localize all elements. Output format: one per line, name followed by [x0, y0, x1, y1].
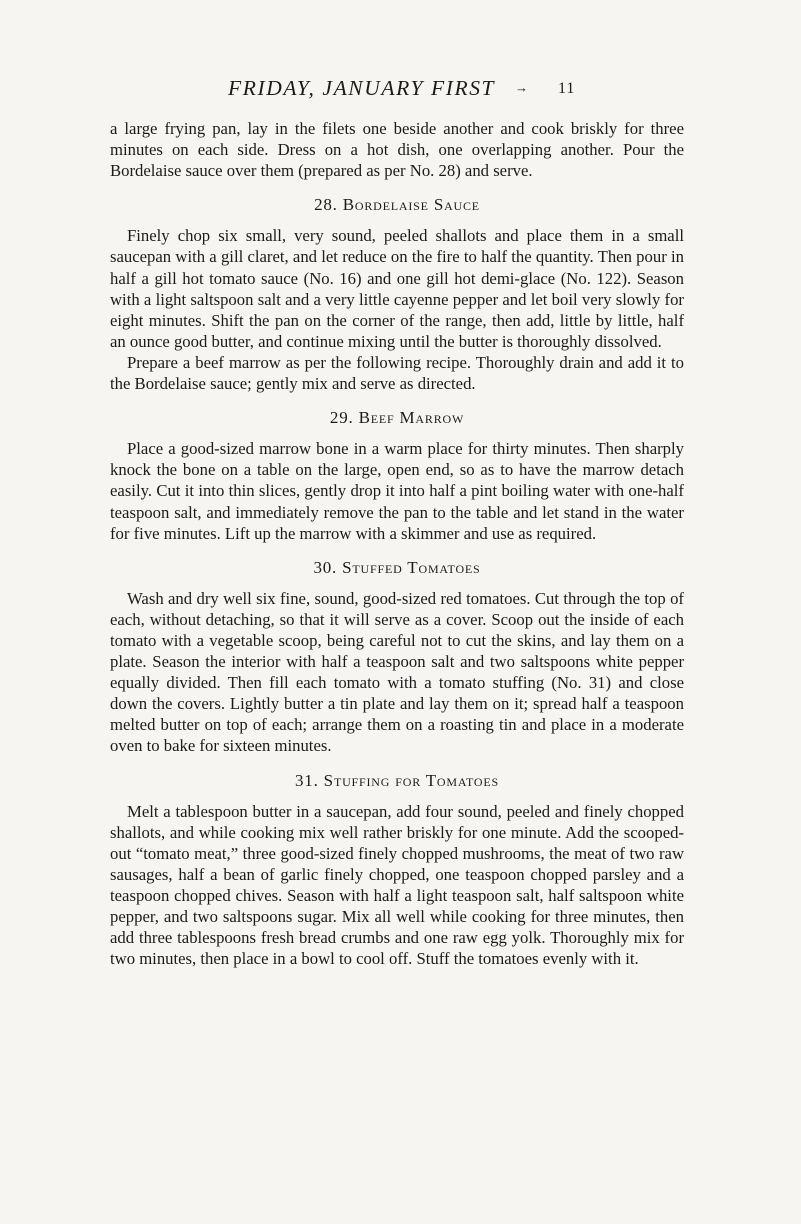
recipe-heading-30: 30. Stuffed Tomatoes [313, 557, 481, 577]
paragraph-bordelaise-sauce: Finely chop six small, very sound, peeled shallots and place them in a small saucepan with a gill claret, and let reduce on the fire to half the quantity. Then pour in half a gill hot tomato sauce (No. 16) and one gill hot demi-glace (No. 122). Season with a light saltspoon salt and a very little cayenne pepper and let boil very slowly for eight minutes. Shift the pan on the corner of the range, then add, little by little, half an ounce good butter, and continue mixing until the butter is thoroughly dissolved. [110, 226, 684, 351]
recipe-heading-31: 31. Stuffing for Tomatoes [294, 770, 499, 790]
arrow-mark-icon: → [515, 80, 528, 95]
page-number: 11 [558, 80, 576, 97]
paragraph-bordelaise-marrow: Prepare a beef marrow as per the following recipe. Thoroughly drain and add it to the Bordelaise sauce; gently mix and serve as directed. [110, 352, 684, 394]
running-title: FRIDAY, JANUARY FIRST [228, 76, 496, 100]
running-head [0, 76, 801, 106]
paragraph-continuation: a large frying pan, lay in the filets one beside another and cook briskly for three minutes on each side. Dress on a hot dish, one overlapping another. Pour the Bordelaise sauce over them (prepared as per No. 28) and serve. [110, 119, 684, 181]
paragraph-stuffing-for-tomatoes: Melt a tablespoon butter in a saucepan, add four sound, peeled and finely chopped shallots, and while cooking mix well rather briskly for one minute. Add the scooped-out “tomato meat,” three good-sized finely chopped mushrooms, the meat of two raw sausages, half a bean of garlic finely chopped, one teaspoon chopped parsley and a teaspoon chopped chives. Season with half a light teaspoon salt, half saltspoon white pepper, and two saltspoons sugar. Mix all well while cooking for three minutes, then add three tablespoons fresh bread crumbs and one raw egg yolk. Thoroughly mix for two minutes, then place in a bowl to cool off. Stuff the tomatoes evenly with it. [110, 801, 684, 969]
recipe-heading-28: 28. Bordelaise Sauce [314, 195, 480, 215]
paragraph-beef-marrow: Place a good-sized marrow bone in a warm place for thirty minutes. Then sharply knock the bone on a table on the large, open end, so as to have the marrow detach easily. Cut it into thin slices, gently drop it into half a pint boiling water with one-half teaspoon salt, and immediately remove the pan to the table and let stand in the water for five minutes. Lift up the marrow with a skimmer and use as required. [110, 439, 684, 543]
recipe-heading-29: 29. Beef Marrow [329, 408, 465, 428]
paragraph-stuffed-tomatoes: Wash and dry well six fine, sound, good-sized red tomatoes. Cut through the top of each, without detaching, so that it will serve as a cover. Scoop out the inside of each tomato with a vegetable scoop, being careful not to cut the skins, and lay them on a plate. Season the interior with half a teaspoon salt and two saltspoons white pepper equally divided. Then fill each tomato with a tomato stuffing (No. 31) and close down the covers. Lightly butter a tin plate and lay them on it; spread half a teaspoon melted butter on top of each; arrange them on a roasting tin and place in a moderate oven to bake for sixteen minutes. [110, 588, 684, 756]
text-column [110, 118, 684, 969]
